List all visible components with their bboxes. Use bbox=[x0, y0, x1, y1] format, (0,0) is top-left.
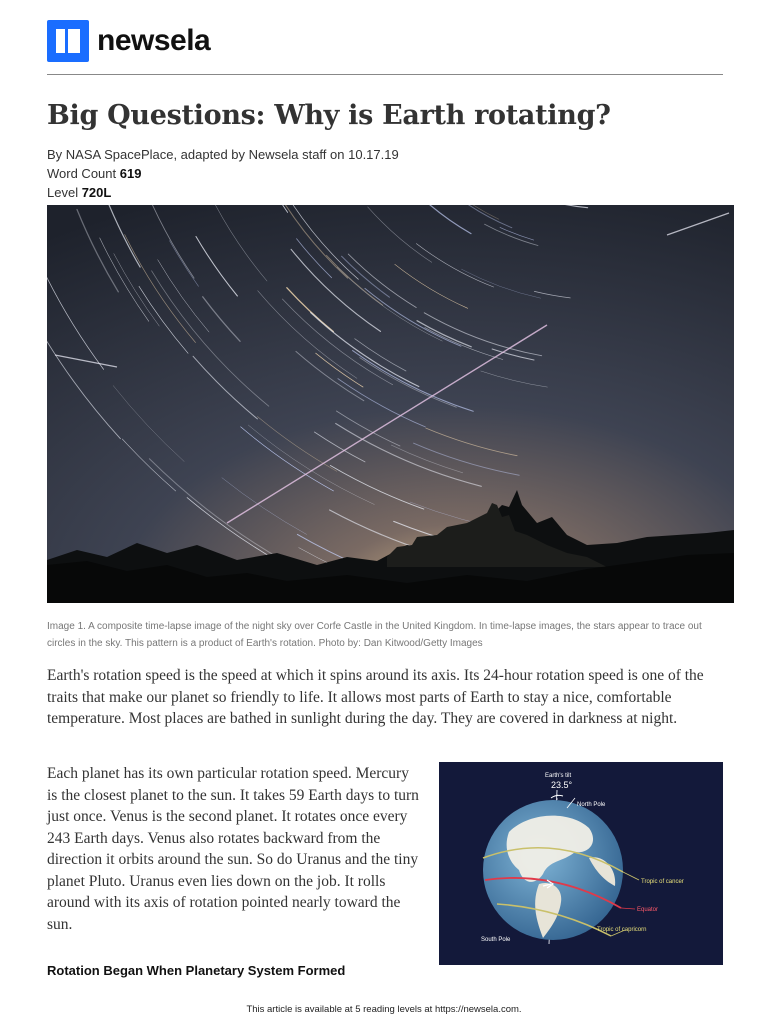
level-label: Level bbox=[47, 185, 79, 200]
level-value: 720L bbox=[81, 185, 112, 200]
paragraph-2: Each planet has its own particular rotation speed. Mercury is the closest planet to the sun. It takes 59 Earth days to turn just once. Venus is the second planet. It rotates once every 243 Earth days. Venus also rotates backward from the direction it orbits around the sun. So do Uranus and the tiny planet Pluto. Uranus even lies down on the job. It rolls around with its axis of rotation pointed nearly toward the sun. bbox=[47, 765, 419, 933]
word-count-value: 619 bbox=[119, 166, 142, 181]
paragraph-1: Earth's rotation speed is the speed at which it spins around its axis. Its 24-hour rotation speed is one of the traits that make our planet so friendly to life. It allows most parts of Earth to stay a nice, comfortable temperature. Most places are bathed in sunlight during the day. They are covered in darkness at night. bbox=[47, 667, 704, 727]
word-count-label: Word Count bbox=[47, 166, 117, 181]
footer-note: This article is available at 5 reading levels at https://newsela.com. bbox=[246, 1004, 522, 1015]
reading-level bbox=[47, 185, 111, 200]
logo-text: newsela bbox=[97, 24, 211, 57]
tilt-value: 23.5° bbox=[551, 780, 573, 790]
header-divider bbox=[47, 74, 723, 75]
hero-image-star-trails bbox=[47, 205, 734, 603]
newsela-logo[interactable] bbox=[47, 20, 210, 62]
section-subheading: Rotation Began When Planetary System Formed bbox=[47, 963, 346, 978]
equator-label: Equator bbox=[637, 907, 659, 913]
tilt-label: Earth's tilt bbox=[545, 773, 572, 779]
byline: By NASA SpacePlace, adapted by Newsela staff on 10.17.19 bbox=[47, 147, 399, 162]
south-pole-label: South Pole bbox=[481, 937, 511, 943]
word-count bbox=[47, 166, 141, 181]
image-caption: Image 1. A composite time-lapse image of the night sky over Corfe Castle in the United Kingdom. In time-lapse images, the stars appear to trace out circles in the sky. This pattern is a product of Earth's rotation. Photo by: Dan Kitwood/Getty Images bbox=[47, 621, 702, 649]
north-pole-label: North Pole bbox=[577, 802, 606, 808]
newsela-logo-icon bbox=[47, 20, 89, 62]
article-title: Big Questions: Why is Earth rotating? bbox=[47, 100, 611, 131]
tropic-cancer-label: Tropic of cancer bbox=[641, 879, 684, 885]
earth-tilt-diagram bbox=[439, 762, 723, 965]
tropic-capricorn-label: Tropic of capricorn bbox=[597, 927, 647, 933]
